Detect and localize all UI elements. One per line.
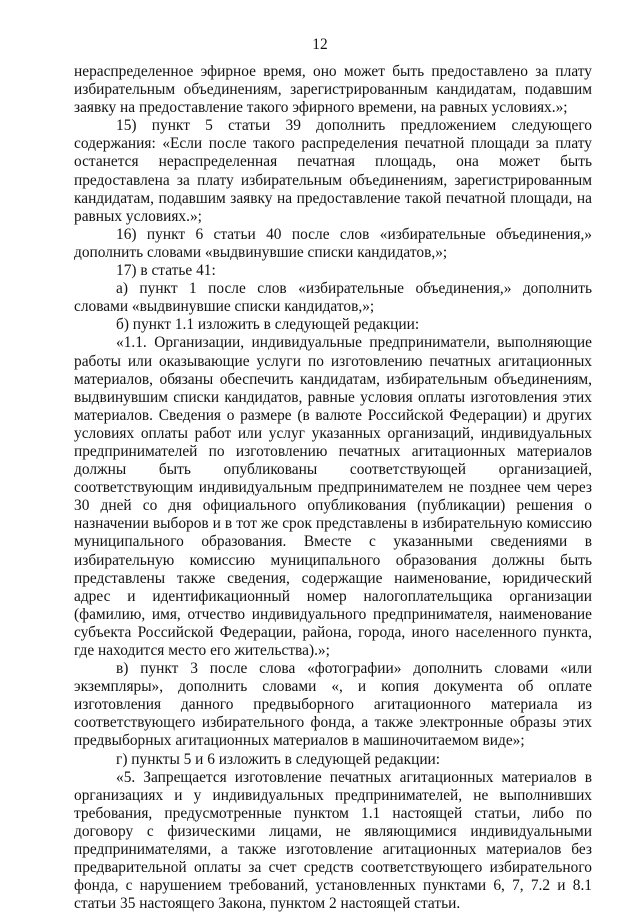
paragraph-item-17: 17) в статье 41:: [116, 262, 216, 280]
paragraph-subitem-v: в) пункт 3 после слова «фотографии» дополнить словами «или экземпляры», дополнить словами «, и копия документа об оплате изготовления данного предвыборного агитационного материала из соответствующего избирательного фонда, а также электронные образы этих предвыборных агитационных материалов в машиночитаемом виде»;: [74, 660, 592, 750]
paragraph-point-5: «5. Запрещается изготовление печатных агитационных материалов в организациях и у индивидуальных предпринимателей, не выполнивших требования, предусмотренные пунктом 1.1 настоящей статьи, либо по договору с физическими лицами, не являющимися индивидуальными предпринимателями, а также изготовление агитационных материалов без предварительной оплаты за счет средств соответствующего избирательного фонда, с нарушением требований, установленных пунктами 6, 7, 7.2 и 8.1 статьи 35 настоящего Закона, пунктом 2 настоящей статьи.: [74, 768, 592, 913]
paragraph-continuation: нераспределенное эфирное время, оно может быть предоставлено за плату избирательным объединениям, зарегистрированным кандидатам, подавшим заявку на предоставление такого эфирного времени, на равных условиях.»;: [74, 63, 592, 117]
paragraph-subitem-g: г) пункты 5 и 6 изложить в следующей редакции:: [116, 750, 441, 768]
page-number: 12: [312, 36, 328, 53]
paragraph-item-16: 16) пункт 6 статьи 40 после слов «избирательные объединения,» дополнить словами «выдвинувшие списки кандидатов,»;: [74, 225, 592, 261]
document-body: [74, 63, 592, 913]
paragraph-subitem-a: а) пункт 1 после слов «избирательные объединения,» дополнить словами «выдвинувшие списки кандидатов,»;: [74, 280, 592, 316]
paragraph-point-1-1: «1.1. Организации, индивидуальные предприниматели, выполняющие работы или оказывающие услуги по изготовлению печатных агитационных материалов, обязаны обеспечить кандидатам, избирательным объединениям, выдвинувшим списки кандидатов, равные условия оплаты изготовления этих материалов. Сведения о размере (в валюте Российской Федерации) и других условиях оплаты работ или услуг указанных организаций, индивидуальных предпринимателей по изготовлению печатных агитационных материалов должны быть опубликованы соответствующей организацией, соответствующим индивидуальным предпринимателем не позднее чем через 30 дней со дня официального опубликования (публикации) решения о назначении выборов и в тот же срок представлены в избирательную комиссию муниципального образования. Вместе с указанными сведениями в избирательную комиссию муниципального образования должны быть представлены также сведения, содержащие наименование, юридический адрес и идентификационный номер налогоплательщика организации (фамилию, имя, отчество индивидуального предпринимателя, наименование субъекта Российской Федерации, района, города, иного населенного пункта, где находится место его жительства).»;: [74, 334, 592, 659]
paragraph-subitem-b: б) пункт 1.1 изложить в следующей редакции:: [116, 316, 420, 334]
paragraph-item-15: 15) пункт 5 статьи 39 дополнить предложением следующего содержания: «Если после такого распределения печатной площади за плату останется нераспределенная печатная площадь, она может быть предоставлена за плату избирательным объединениям, зарегистрированным кандидатам, подавшим заявку на предоставление такой печатной площади, на равных условиях.»;: [74, 117, 592, 225]
